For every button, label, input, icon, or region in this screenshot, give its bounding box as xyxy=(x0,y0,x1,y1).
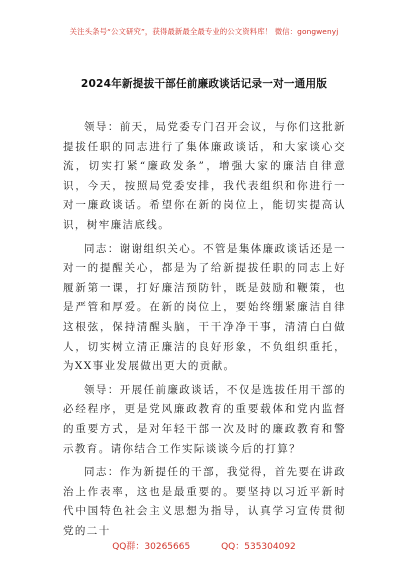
paragraph-leader-1: 领导：前天，局党委专门召开会议，与你们这批新提拔任职的同志进行了集体廉政谈话，和大家谈心交流，切实打紧“廉政发条”，增强大家的廉洁自律意识，今天，按照局党委安排，我代表组织和你进行一对一廉政谈话。希望你在新的岗位上，能切实提高认识，树牢廉洁底线。 xyxy=(63,121,346,231)
footer-qq-number: QQ：535304092 xyxy=(221,542,296,552)
paragraph-comrade-1: 同志：谢谢组织关心。不管是集体廉政谈话还是一对一的提醒关心，都是为了给新提拔任职的同志上好履新第一课，打好廉洁预防针，既是鼓励和鞭策，也是严管和厚爱。在新的岗位上，要始终绷紧廉洁自律这根弦，保持清醒头脑，干干净净干事，清清白白做人，切实树立清正廉洁的良好形象，不负组织重托，为XX事业发展做出更大的贡献。 xyxy=(63,242,346,373)
paragraph-comrade-2: 同志：作为新提任的干部，我觉得，首先要在讲政治上作表率，这也是最重要的。要坚持以习近平新时代中国特色社会主义思想为指导，认真学习宣传贯彻党的二十 xyxy=(63,466,346,537)
footer-contact xyxy=(0,539,408,552)
promo-banner: 关注头条号“公文研究”，获得最新最全最专业的公文资料库！ 微信：gongwenyj xyxy=(69,27,339,36)
document-title: 2024年新提拔干部任前廉政谈话记录一对一通用版 xyxy=(80,78,328,90)
document-body xyxy=(63,118,346,545)
paragraph-leader-2: 领导：开展任前廉政谈话，不仅是选拔任用干部的必经程序，更是党风廉政教育的重要载体和党内监督的重要方式，是对年轻干部一次及时的廉政教育和警示教育。请你结合工作实际谈谈今后的打算？ xyxy=(63,383,346,455)
footer-qq-group: QQ群：30265665 xyxy=(112,542,191,552)
